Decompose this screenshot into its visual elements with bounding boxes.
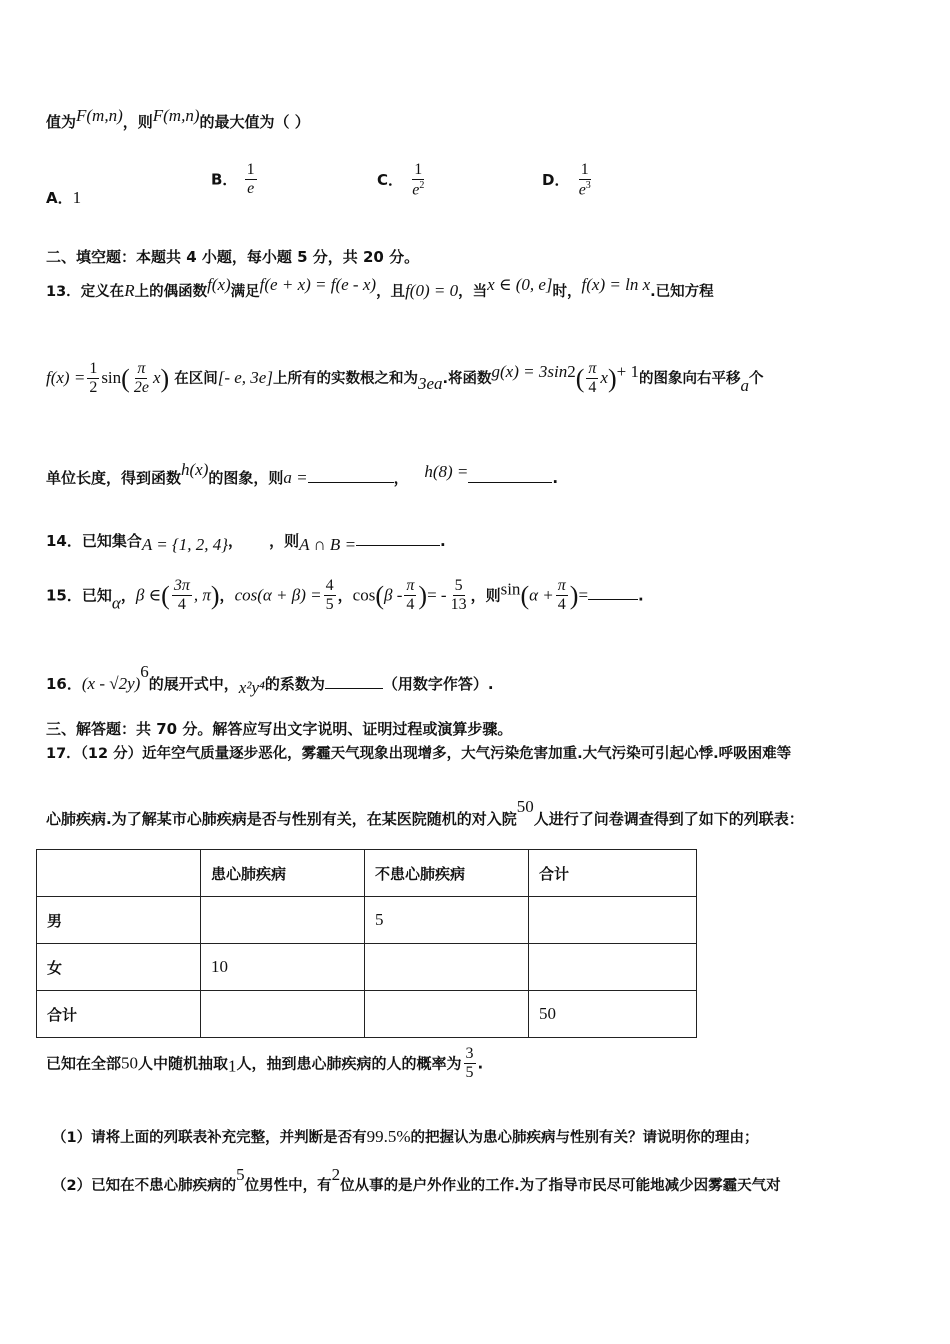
answer-blank-q16[interactable] (325, 688, 383, 689)
table-cell: 男 (37, 897, 201, 944)
q12-option-a (46, 187, 81, 208)
table-cell (201, 897, 365, 944)
q17-line-1: 17．（12 分）近年空气质量逐步恶化，雾霾天气现象出现增多，大气污染危害加重.大气污染可引起心悸.呼吸困难等 (46, 746, 792, 762)
q17-part-2: （2）已知在不患心肺疾病的5位男性中，有2位从事的是户外作业的工作.为了指导市民尽可能地减少因雾霾天气对 (52, 1165, 781, 1194)
contingency-table (36, 849, 697, 1038)
section-3-title: 三、解答题：共 70 分。解答应写出文字说明、证明过程或演算步骤。 (46, 720, 513, 738)
section-2-title: 二、填空题：本题共 4 小题，每小题 5 分，共 20 分。 (46, 248, 420, 266)
q17-line-2: 心肺疾病.为了解某市心肺疾病是否与性别有关，在某医院随机的对入院50人进行了问卷调查得到了如下的列联表： (46, 797, 804, 828)
option-value: 1 (72, 188, 82, 207)
option-label: A． (46, 189, 73, 207)
q12-text-1: 值为 (46, 113, 77, 131)
table-cell (529, 944, 697, 991)
answer-blank-h8[interactable] (468, 482, 552, 483)
table-header-cell: 患心肺疾病 (201, 850, 365, 897)
option-label: D． (542, 171, 570, 190)
table-cell (365, 944, 529, 991)
table-header-cell: 合计 (529, 850, 697, 897)
table-cell: 50 (529, 991, 697, 1038)
option-label: B． (211, 170, 238, 189)
q13-line-2: f(x) = $\frac{1}{2}$ sin( $\frac{\pi}{2e}$ x) 在区间[- e, 3e]上所有的实数根之和为3ea.将函数$g(x) = 3\sin^2$( $\frac{\pi}{4}$ x)+ 1的图象向右平移a个 (46, 360, 764, 397)
q12-stem-tail (46, 106, 310, 132)
q17-part-1: （1）请将上面的列联表补充完整，并判断是否有99.5%的把握认为患心肺疾病与性别有关？请说明你的理由； (52, 1127, 759, 1146)
answer-blank-q14[interactable] (356, 545, 440, 546)
q12-formula-Fmn-2: F(m,n) (152, 106, 200, 125)
answer-blank-a[interactable] (308, 482, 394, 483)
table-header-cell (37, 850, 201, 897)
table-cell: 10 (201, 944, 365, 991)
q13-line-3: 单位长度，得到函数h(x)的图象，则a = ， h(8) = . (46, 460, 559, 487)
table-row (37, 944, 697, 991)
q12-option-b (211, 161, 259, 199)
q12-text-3: 的最大值为（ ） (199, 113, 310, 131)
q15-line: 15．已知α，β ∈( $\frac{3\pi}{4}$ , π)，cos(α + β) = $\frac{4}{5}$ ，cos(β - $\frac{\pi}{4}$ )= - $\frac{5}{13}$ ，则sin(α + $\frac{\pi}{4}$ )= . (46, 577, 644, 614)
table-cell: 合计 (37, 991, 201, 1038)
table-header-cell: 不患心肺疾病 (365, 850, 529, 897)
q16-line: 16．(x - √2y)$^6$的展开式中，x²y⁴的系数为 （用数字作答）. (46, 662, 494, 697)
table-cell (201, 991, 365, 1038)
table-row (37, 991, 697, 1038)
option-fraction: $\frac{1}{e}$ (246, 161, 255, 198)
table-cell: 5 (365, 897, 529, 944)
q14-line: 14．已知集合A = {1, 2, 4}， ，则A ∩ B = . (46, 532, 446, 554)
table-cell (365, 991, 529, 1038)
q12-formula-Fmn: F(m,n) (76, 106, 123, 125)
answer-blank-q15[interactable] (588, 599, 638, 600)
option-label: C． (377, 171, 404, 190)
table-cell (529, 897, 697, 944)
table-header-row (37, 850, 697, 897)
table-cell: 女 (37, 944, 201, 991)
q12-text-2: ，则 (122, 113, 153, 131)
table-row (37, 897, 697, 944)
q13-line-1: 13．定义在R上的偶函数f(x)满足f(e + x) = f(e - x)，且f(0) = 0，当x ∈ (0, e]时，f(x) = ln x.已知方程 (46, 275, 714, 300)
q12-option-c (377, 161, 428, 200)
option-fraction: $\frac{1}{e^2}$ (412, 161, 425, 199)
option-fraction: $\frac{1}{e^3}$ (578, 161, 591, 199)
q12-option-d (542, 161, 595, 200)
q17-probability-line: 已知在全部50人中随机抽取1人，抽到患心肺疾病的人的概率为 $\frac{3}{5}$ . (46, 1045, 484, 1082)
